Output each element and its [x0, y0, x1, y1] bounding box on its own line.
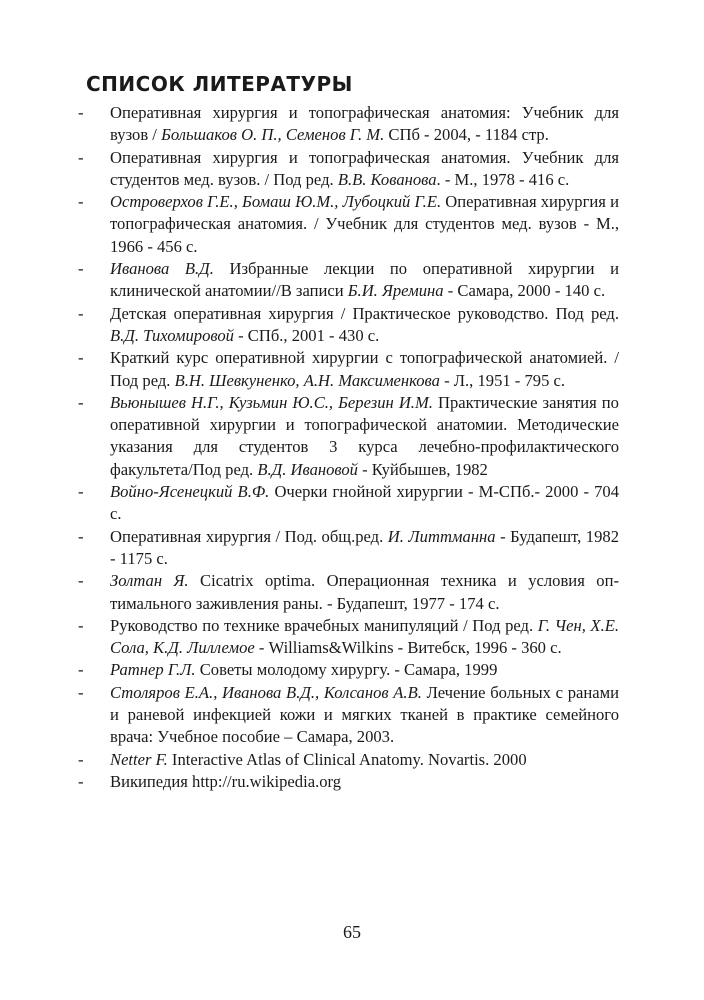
- reference-text: Советы молодому хирургу. - Самара, 1999: [195, 660, 498, 680]
- list-bullet: -: [78, 348, 84, 368]
- reference-text: - Williams&Wilkins - Витебск, 1996 - 360 с.: [254, 638, 562, 658]
- reference-text: Оперативная хирургия и топографическая анатомия. / Учебник для студентов мед. вузов - М., 1966 - 456 с.: [110, 192, 619, 256]
- reference-text: СПб - 2004, - 1184 стр.: [384, 125, 549, 145]
- page-number: 65: [343, 922, 361, 942]
- list-bullet: -: [78, 526, 84, 546]
- reference-item: [78, 258, 619, 303]
- reference-item: [78, 481, 619, 526]
- reference-text: Interactive Atlas of Clinical Anatomy. Novartis. 2000: [167, 749, 527, 769]
- reference-text: - Будапешт, 1982 - 1175 с.: [110, 526, 619, 568]
- reference-item: [78, 749, 619, 771]
- list-bullet: -: [78, 259, 84, 279]
- reference-item: [78, 615, 619, 660]
- reference-author: Вьюнышев Н.Г., Кузьмин Ю.С., Березин И.М.: [110, 392, 433, 412]
- reference-text: . - М., 1978 - 416 с.: [436, 169, 570, 189]
- reference-text: - Л., 1951 - 795 с.: [439, 370, 566, 390]
- list-bullet: -: [78, 147, 84, 167]
- reference-text: Руководство по технике врачебных манипуляций / Под ред.: [110, 615, 538, 635]
- list-bullet: -: [78, 392, 84, 412]
- page-title: СПИСОК ЛИТЕРАТУРЫ: [86, 72, 353, 96]
- reference-author: Островерхов Г.Е., Бомаш Ю.М., Лубоцкий Г.Е.: [110, 192, 442, 212]
- reference-item: [78, 303, 619, 348]
- reference-author: Большаков О. П., Семенов Г. М.: [161, 125, 385, 145]
- reference-text: - Самара, 2000 - 140 с.: [443, 281, 606, 301]
- reference-item: [78, 526, 619, 571]
- reference-text: Лечение больных с ранами и раневой инфекцией кожи и мягких тканей в практике семейного врача: Учебное пособие – Самара, 2003.: [110, 682, 620, 747]
- reference-text: - СПб., 2001 - 430 с.: [233, 325, 380, 345]
- reference-item: [78, 570, 619, 615]
- reference-item: [78, 147, 619, 192]
- reference-author: Ратнер Г.Л.: [110, 660, 196, 680]
- reference-list: [78, 102, 619, 793]
- list-bullet: -: [78, 571, 84, 591]
- reference-author: В.Д. Ивановой: [257, 459, 358, 479]
- reference-text: Оперативная хирургия и топографическая анатомия: Учебник для вузов /: [110, 103, 619, 145]
- reference-author: Netter F.: [110, 749, 168, 769]
- reference-text: Практические занятия по оперативной хирургии и топографической анатомии. Методические указания для студентов 3 курса лечебно-профилактического факультета/Под ред.: [110, 392, 619, 479]
- reference-text: Оперативная хирургия и топографическая анатомия. Учебник для студентов мед. вузов. / Под ред.: [110, 147, 619, 189]
- list-bullet: -: [78, 660, 84, 680]
- list-bullet: -: [78, 192, 84, 212]
- reference-text: Краткий курс оперативной хирургии с топографической анатомией. / Под ред.: [110, 348, 619, 390]
- reference-item: [78, 392, 619, 481]
- reference-author: Б.И. Яремина: [347, 281, 444, 301]
- reference-text: - Куйбышев, 1982: [357, 459, 488, 479]
- reference-author: И. Литтманна: [387, 526, 496, 546]
- list-bullet: -: [78, 682, 84, 702]
- reference-text: Википедия http://ru.wikipedia.org: [110, 771, 342, 791]
- list-bullet: -: [78, 771, 84, 791]
- reference-author: В.Д. Тихомировой: [110, 325, 234, 345]
- reference-text: Cicatrix optima. Операционная техника и условия оптимального заживления раны. - Будапешт, 1977 - 174 с.: [110, 571, 619, 613]
- reference-author: Столяров Е.А., Иванова В.Д., Колсанов А.В.: [110, 682, 422, 702]
- reference-author: Иванова В.Д.: [110, 259, 214, 279]
- reference-item: [78, 347, 619, 392]
- list-bullet: -: [78, 482, 84, 502]
- reference-text: Избранные лекции по оперативной хирургии и клинической анатомии//В записи: [110, 259, 619, 301]
- reference-item: [78, 102, 619, 147]
- reference-item: [78, 682, 619, 749]
- reference-author: В.Н. Шевкуненко, А.Н. Максименкова: [174, 370, 440, 390]
- list-bullet: -: [78, 749, 84, 769]
- reference-text: Оперативная хирургия / Под. общ.ред.: [110, 526, 388, 546]
- list-bullet: -: [78, 615, 84, 635]
- reference-author: В.В. Кованова: [337, 169, 437, 189]
- reference-author: Золтан Я.: [110, 571, 189, 591]
- reference-text: Детская оперативная хирургия / Практическое руководство. Под ред.: [110, 303, 619, 323]
- reference-item: [78, 191, 619, 258]
- reference-text: Очерки гнойной хирургии - М-СПб.- 2000 - 704 с.: [110, 482, 619, 524]
- list-bullet: -: [78, 303, 84, 323]
- reference-author: Войно-Ясенецкий В.Ф.: [110, 482, 270, 502]
- reference-item: [78, 771, 619, 793]
- reference-item: [78, 659, 619, 681]
- reference-author: Г. Чен, Х.Е. Сола, К.Д. Лиллемое: [110, 615, 619, 658]
- list-bullet: -: [78, 103, 84, 122]
